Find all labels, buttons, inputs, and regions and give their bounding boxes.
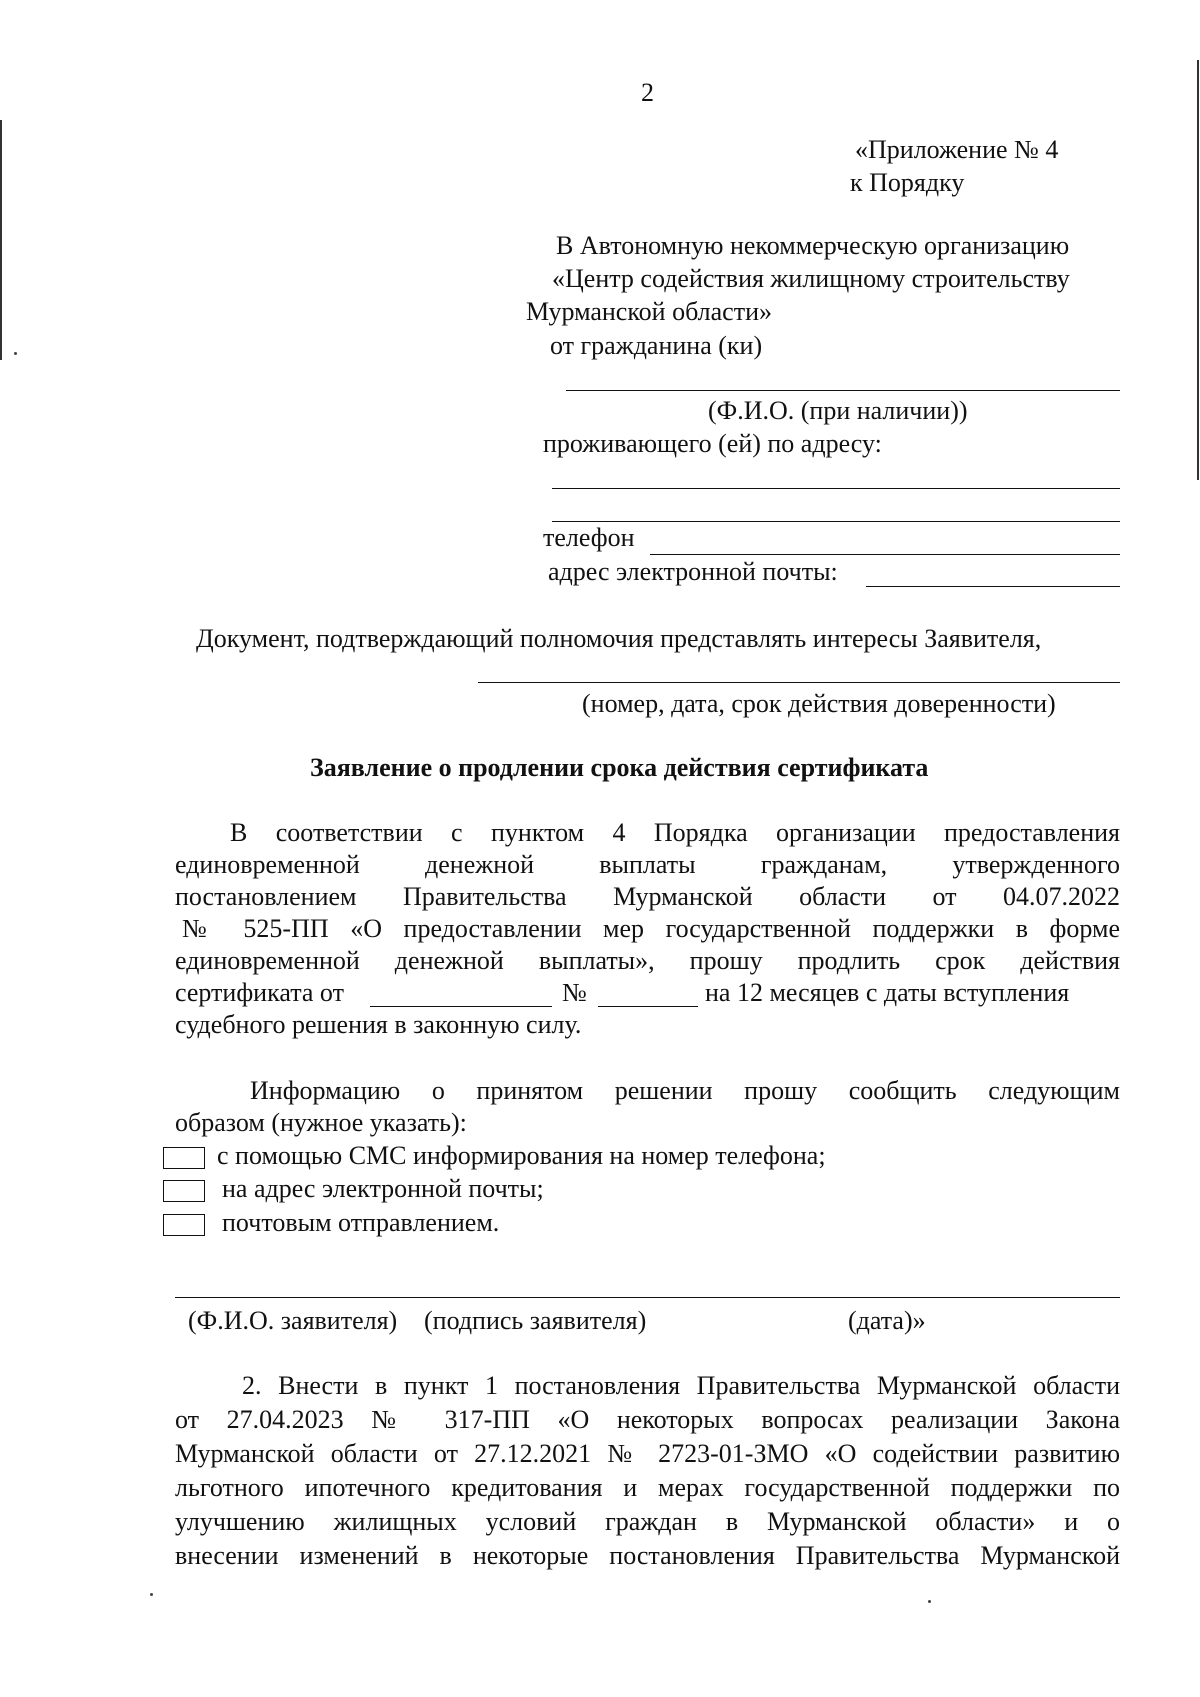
from-citizen-label: от гражданина (ки) xyxy=(550,331,763,360)
date-caption: (дата)» xyxy=(848,1306,926,1335)
certificate-from-label: сертификата от xyxy=(175,978,344,1007)
page-number: 2 xyxy=(641,78,654,107)
representative-underline[interactable] xyxy=(478,682,1120,683)
certificate-date-underline[interactable] xyxy=(370,1006,552,1007)
phone-label: телефон xyxy=(543,523,635,552)
addressee-line-3: Мурманской области» xyxy=(526,297,772,326)
scan-speck xyxy=(14,352,17,355)
representative-caption: (номер, дата, срок действия доверенности) xyxy=(582,689,1056,718)
email-underline[interactable] xyxy=(866,586,1120,587)
representative-doc-text: Документ, подтверждающий полномочия представлять интересы Заявителя, xyxy=(196,624,1042,653)
phone-underline[interactable] xyxy=(650,554,1120,555)
section2-line-4: льготного ипотечного кредитования и мерах государственной поддержки по xyxy=(175,1473,1120,1502)
applicant-fio-caption: (Ф.И.О. заявителя) xyxy=(188,1306,398,1335)
signature-underline[interactable] xyxy=(175,1297,1120,1298)
paragraph-line-4: № 525-ПП «О предоставлении мер государственной поддержки в форме xyxy=(182,914,1120,943)
scan-speck xyxy=(150,1593,153,1596)
address-underline-2[interactable] xyxy=(552,521,1120,522)
applicant-signature-caption: (подпись заявителя) xyxy=(424,1306,647,1335)
scan-speck xyxy=(928,1600,931,1603)
annex-title: «Приложение № 4 xyxy=(855,135,1059,164)
paragraph-text: В соответствии с пунктом 4 Порядка организации предоставления xyxy=(230,818,1120,847)
email-checkbox[interactable] xyxy=(163,1180,205,1202)
sms-checkbox[interactable] xyxy=(163,1147,205,1169)
fio-underline[interactable] xyxy=(566,390,1120,391)
document-title: Заявление о продлении срока действия сертификата xyxy=(310,753,929,782)
paragraph-line-1 xyxy=(230,817,1120,849)
email-label: адрес электронной почты: xyxy=(548,557,838,586)
section2-line-5: улучшению жилищных условий граждан в Мурманской области» и о xyxy=(175,1507,1120,1536)
certificate-rest: на 12 месяцев с даты вступления xyxy=(705,978,1070,1007)
certificate-number-underline[interactable] xyxy=(598,1006,698,1007)
notification-intro-line-2: образом (нужное указать): xyxy=(175,1108,467,1137)
section2-line-3: Мурманской области от 27.12.2021 № 2723-01-ЗМО «О содействии развитию xyxy=(175,1439,1120,1468)
scan-edge-right xyxy=(1197,60,1199,480)
address-label: проживающего (ей) по адресу: xyxy=(543,429,882,458)
paragraph-line-5: единовременной денежной выплаты», прошу продлить срок действия xyxy=(175,946,1120,975)
addressee-line-1: В Автономную некоммерческую организацию xyxy=(556,231,1070,260)
paragraph-line-3: постановлением Правительства Мурманской области от 04.07.2022 xyxy=(175,882,1120,911)
notification-intro-line-1: Информацию о принятом решении прошу сообщить следующим xyxy=(250,1076,1120,1105)
email-option-label: на адрес электронной почты; xyxy=(222,1174,544,1203)
section2-line-2: от 27.04.2023 № 317-ПП «О некоторых вопросах реализации Закона xyxy=(175,1405,1120,1434)
certificate-number-sign: № xyxy=(562,978,587,1007)
scan-edge-left xyxy=(0,120,2,360)
section2-line-6: внесении изменений в некоторые постановления Правительства Мурманской xyxy=(175,1541,1120,1570)
annex-subtitle: к Порядку xyxy=(850,168,965,197)
section2-line-1: 2. Внести в пункт 1 постановления Правительства Мурманской области xyxy=(242,1371,1120,1400)
paragraph-last-line: судебного решения в законную силу. xyxy=(175,1010,582,1039)
post-option-label: почтовым отправлением. xyxy=(222,1208,500,1237)
fio-caption: (Ф.И.О. (при наличии)) xyxy=(708,396,968,425)
addressee-line-2: «Центр содействия жилищному строительству xyxy=(552,264,1070,293)
post-checkbox[interactable] xyxy=(163,1214,205,1236)
sms-option-label: с помощью СМС информирования на номер телефона; xyxy=(217,1141,826,1170)
paragraph-line-2: единовременной денежной выплаты гражданам, утвержденного xyxy=(175,850,1120,879)
address-underline-1[interactable] xyxy=(552,488,1120,489)
